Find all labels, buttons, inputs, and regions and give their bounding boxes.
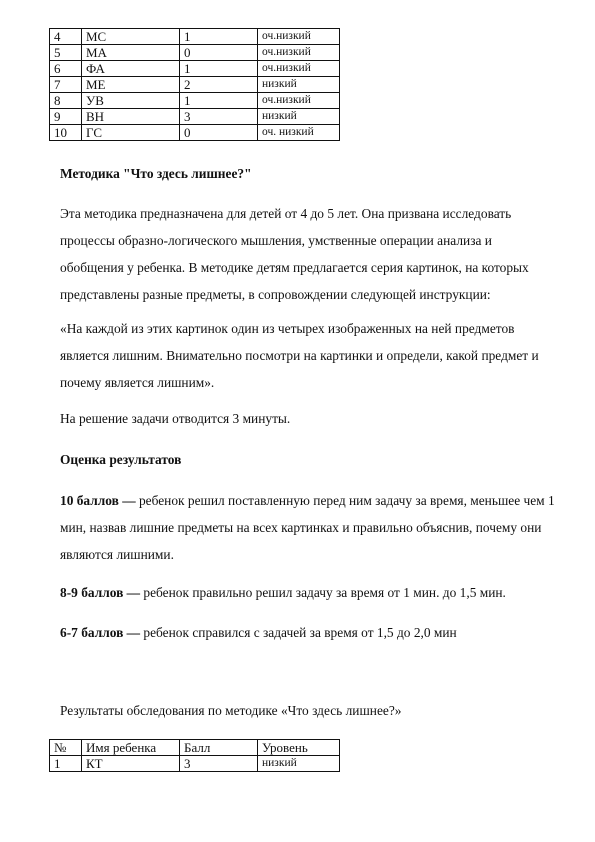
results-table [49,739,340,772]
table-row [50,756,340,772]
score-6-7-label: 6-7 баллов — [60,625,141,640]
instruction-line-3: почему является лишним». [60,375,215,390]
child-name: КТ [82,756,180,772]
row-number: 7 [50,77,82,93]
column-header-number: № [50,740,82,756]
score-6-7-line [60,625,457,641]
row-number: 8 [50,93,82,109]
evaluation-title: Оценка результатов [60,452,182,467]
column-header-level: Уровень [258,740,340,756]
table-row [50,125,340,141]
table-row [50,61,340,77]
level: оч.низкий [258,93,340,109]
score: 0 [180,45,258,61]
score: 1 [180,93,258,109]
score: 1 [180,61,258,77]
level: оч.низкий [258,61,340,77]
column-header-name: Имя ребенка [82,740,180,756]
score: 3 [180,756,258,772]
level: низкий [258,109,340,125]
score: 2 [180,77,258,93]
intro-line-3: обобщения у ребенка. В методике детям предлагается серия картинок, на которых [60,260,529,275]
score-8-9-label: 8-9 баллов — [60,585,141,600]
table-row [50,93,340,109]
row-number: 10 [50,125,82,141]
score-10-text: ребенок решил поставленную перед ним задачу за время, меньшее чем 1 [135,493,555,508]
level: низкий [258,756,340,772]
intro-line-4: представлены разные предметы, в сопровождении следующей инструкции: [60,287,491,302]
score: 0 [180,125,258,141]
level: оч. низкий [258,125,340,141]
table-row [50,29,340,45]
results-title: Результаты обследования по методике «Что здесь лишнее?» [60,703,402,718]
score-8-9-text: ребенок правильно решил задачу за время от 1 мин. до 1,5 мин. [140,585,506,600]
child-name: МЕ [82,77,180,93]
row-number: 9 [50,109,82,125]
level: оч.низкий [258,29,340,45]
level: низкий [258,77,340,93]
intro-line-2: процессы образно-логического мышления, умственные операции анализа и [60,233,492,248]
row-number: 4 [50,29,82,45]
row-number: 5 [50,45,82,61]
score-6-7-text: ребенок справился с задачей за время от 1,5 до 2,0 мин [140,625,457,640]
table-row [50,77,340,93]
score-8-9-line [60,585,506,601]
child-name: УВ [82,93,180,109]
level: оч.низкий [258,45,340,61]
table-row [50,109,340,125]
instruction-line-1: «На каждой из этих картинок один из четырех изображенных на ней предметов [60,321,515,336]
child-name: ВН [82,109,180,125]
score-10-line-1 [60,493,555,509]
row-number: 1 [50,756,82,772]
instruction-line-2: является лишним. Внимательно посмотри на картинки и определи, какой предмет и [60,348,539,363]
child-name: ГС [82,125,180,141]
row-number: 6 [50,61,82,77]
table-row [50,45,340,61]
results-table-continued [49,28,340,141]
score: 3 [180,109,258,125]
table-header-row [50,740,340,756]
child-name: МА [82,45,180,61]
time-note: На решение задачи отводится 3 минуты. [60,411,291,426]
column-header-score: Балл [180,740,258,756]
child-name: ФА [82,61,180,77]
score-10-line-3: являются лишними. [60,547,174,562]
score-10-line-2: мин, назвав лишние предметы на всех картинках и правильно объяснив, почему они [60,520,542,535]
score: 1 [180,29,258,45]
child-name: МС [82,29,180,45]
method-title: Методика "Что здесь лишнее?" [60,166,252,181]
intro-line-1: Эта методика предназначена для детей от 4 до 5 лет. Она призвана исследовать [60,206,512,221]
score-10-label: 10 баллов — [60,493,136,508]
